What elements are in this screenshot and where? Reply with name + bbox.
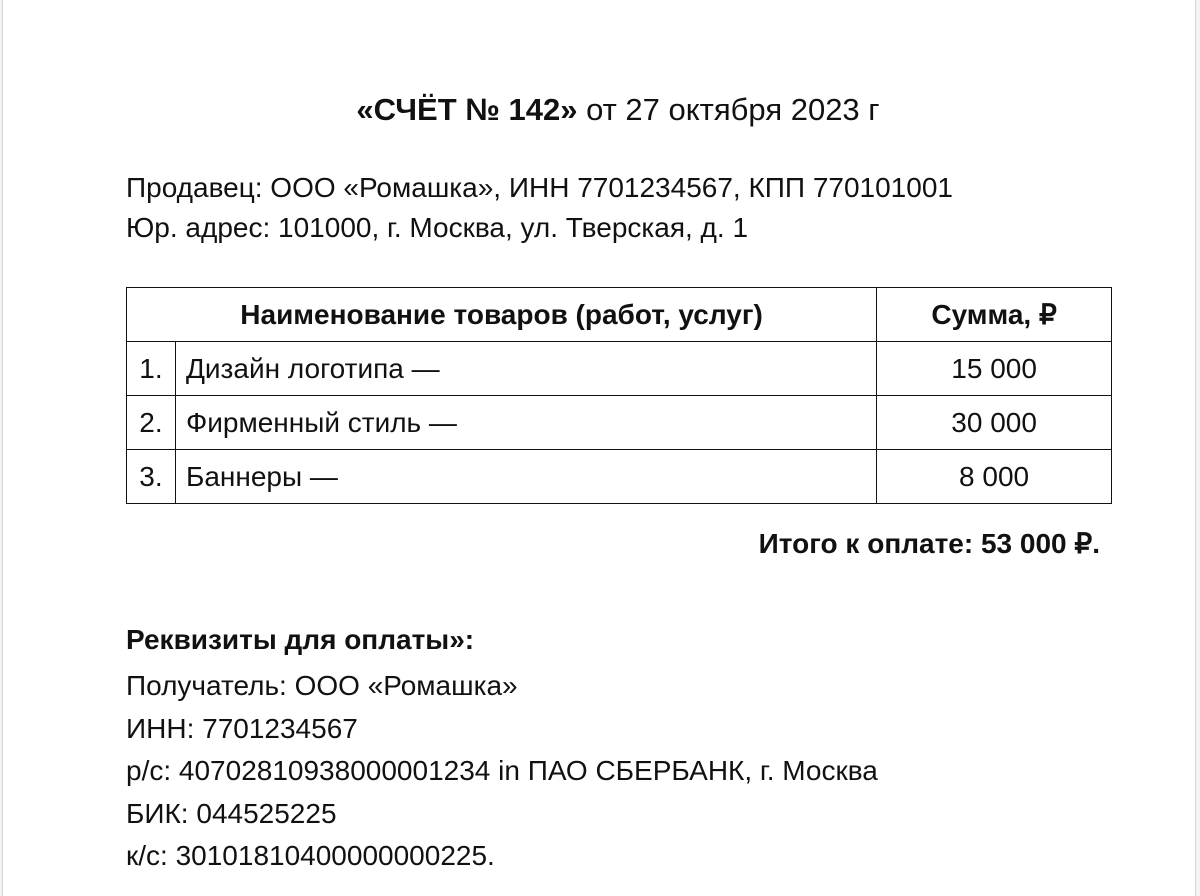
header-sum: Сумма, ₽ (877, 288, 1112, 342)
header-name: Наименование товаров (работ, услуг) (127, 288, 877, 342)
table-row (127, 450, 1112, 504)
table-row (127, 396, 1112, 450)
row-name: Фирменный стиль — (175, 396, 876, 450)
invoice-page (2, 0, 1196, 896)
invoice-date: от 27 октября 2023 г (577, 92, 880, 127)
invoice-number: «СЧЁТ № 142» (356, 92, 578, 127)
total-amount: Итого к оплате: 53 000 ₽. (758, 528, 1100, 559)
requisites-title: Реквизиты для оплаты»: (126, 624, 475, 655)
bank-account: р/с: 40702810938000001234 in ПАО СБЕРБАНК, г. Москва (126, 755, 878, 786)
correspondent-account: к/с: 30101810400000000225. (126, 840, 495, 871)
items-table (126, 287, 1112, 504)
recipient: Получатель: ООО «Ромашка» (126, 670, 518, 701)
row-number: 1. (127, 342, 176, 396)
row-sum: 30 000 (877, 396, 1112, 450)
seller-line: Продавец: ООО «Ромашка», ИНН 7701234567, КПП 770101001 (126, 172, 953, 203)
row-number: 3. (127, 450, 176, 504)
invoice-title (3, 88, 1200, 132)
seller-address: Юр. адрес: 101000, г. Москва, ул. Тверская, д. 1 (126, 212, 749, 243)
seller-info (126, 168, 953, 248)
bank-bik: БИК: 044525225 (126, 797, 337, 829)
row-number: 2. (127, 396, 176, 450)
table-header-row (127, 288, 1112, 342)
row-sum: 15 000 (877, 342, 1112, 396)
recipient-inn: ИНН: 7701234567 (126, 712, 358, 744)
row-name: Баннеры — (175, 450, 876, 504)
payment-requisites (126, 619, 878, 878)
table-row (127, 342, 1112, 396)
row-name: Дизайн логотипа — (175, 342, 876, 396)
row-sum: 8 000 (877, 450, 1112, 504)
